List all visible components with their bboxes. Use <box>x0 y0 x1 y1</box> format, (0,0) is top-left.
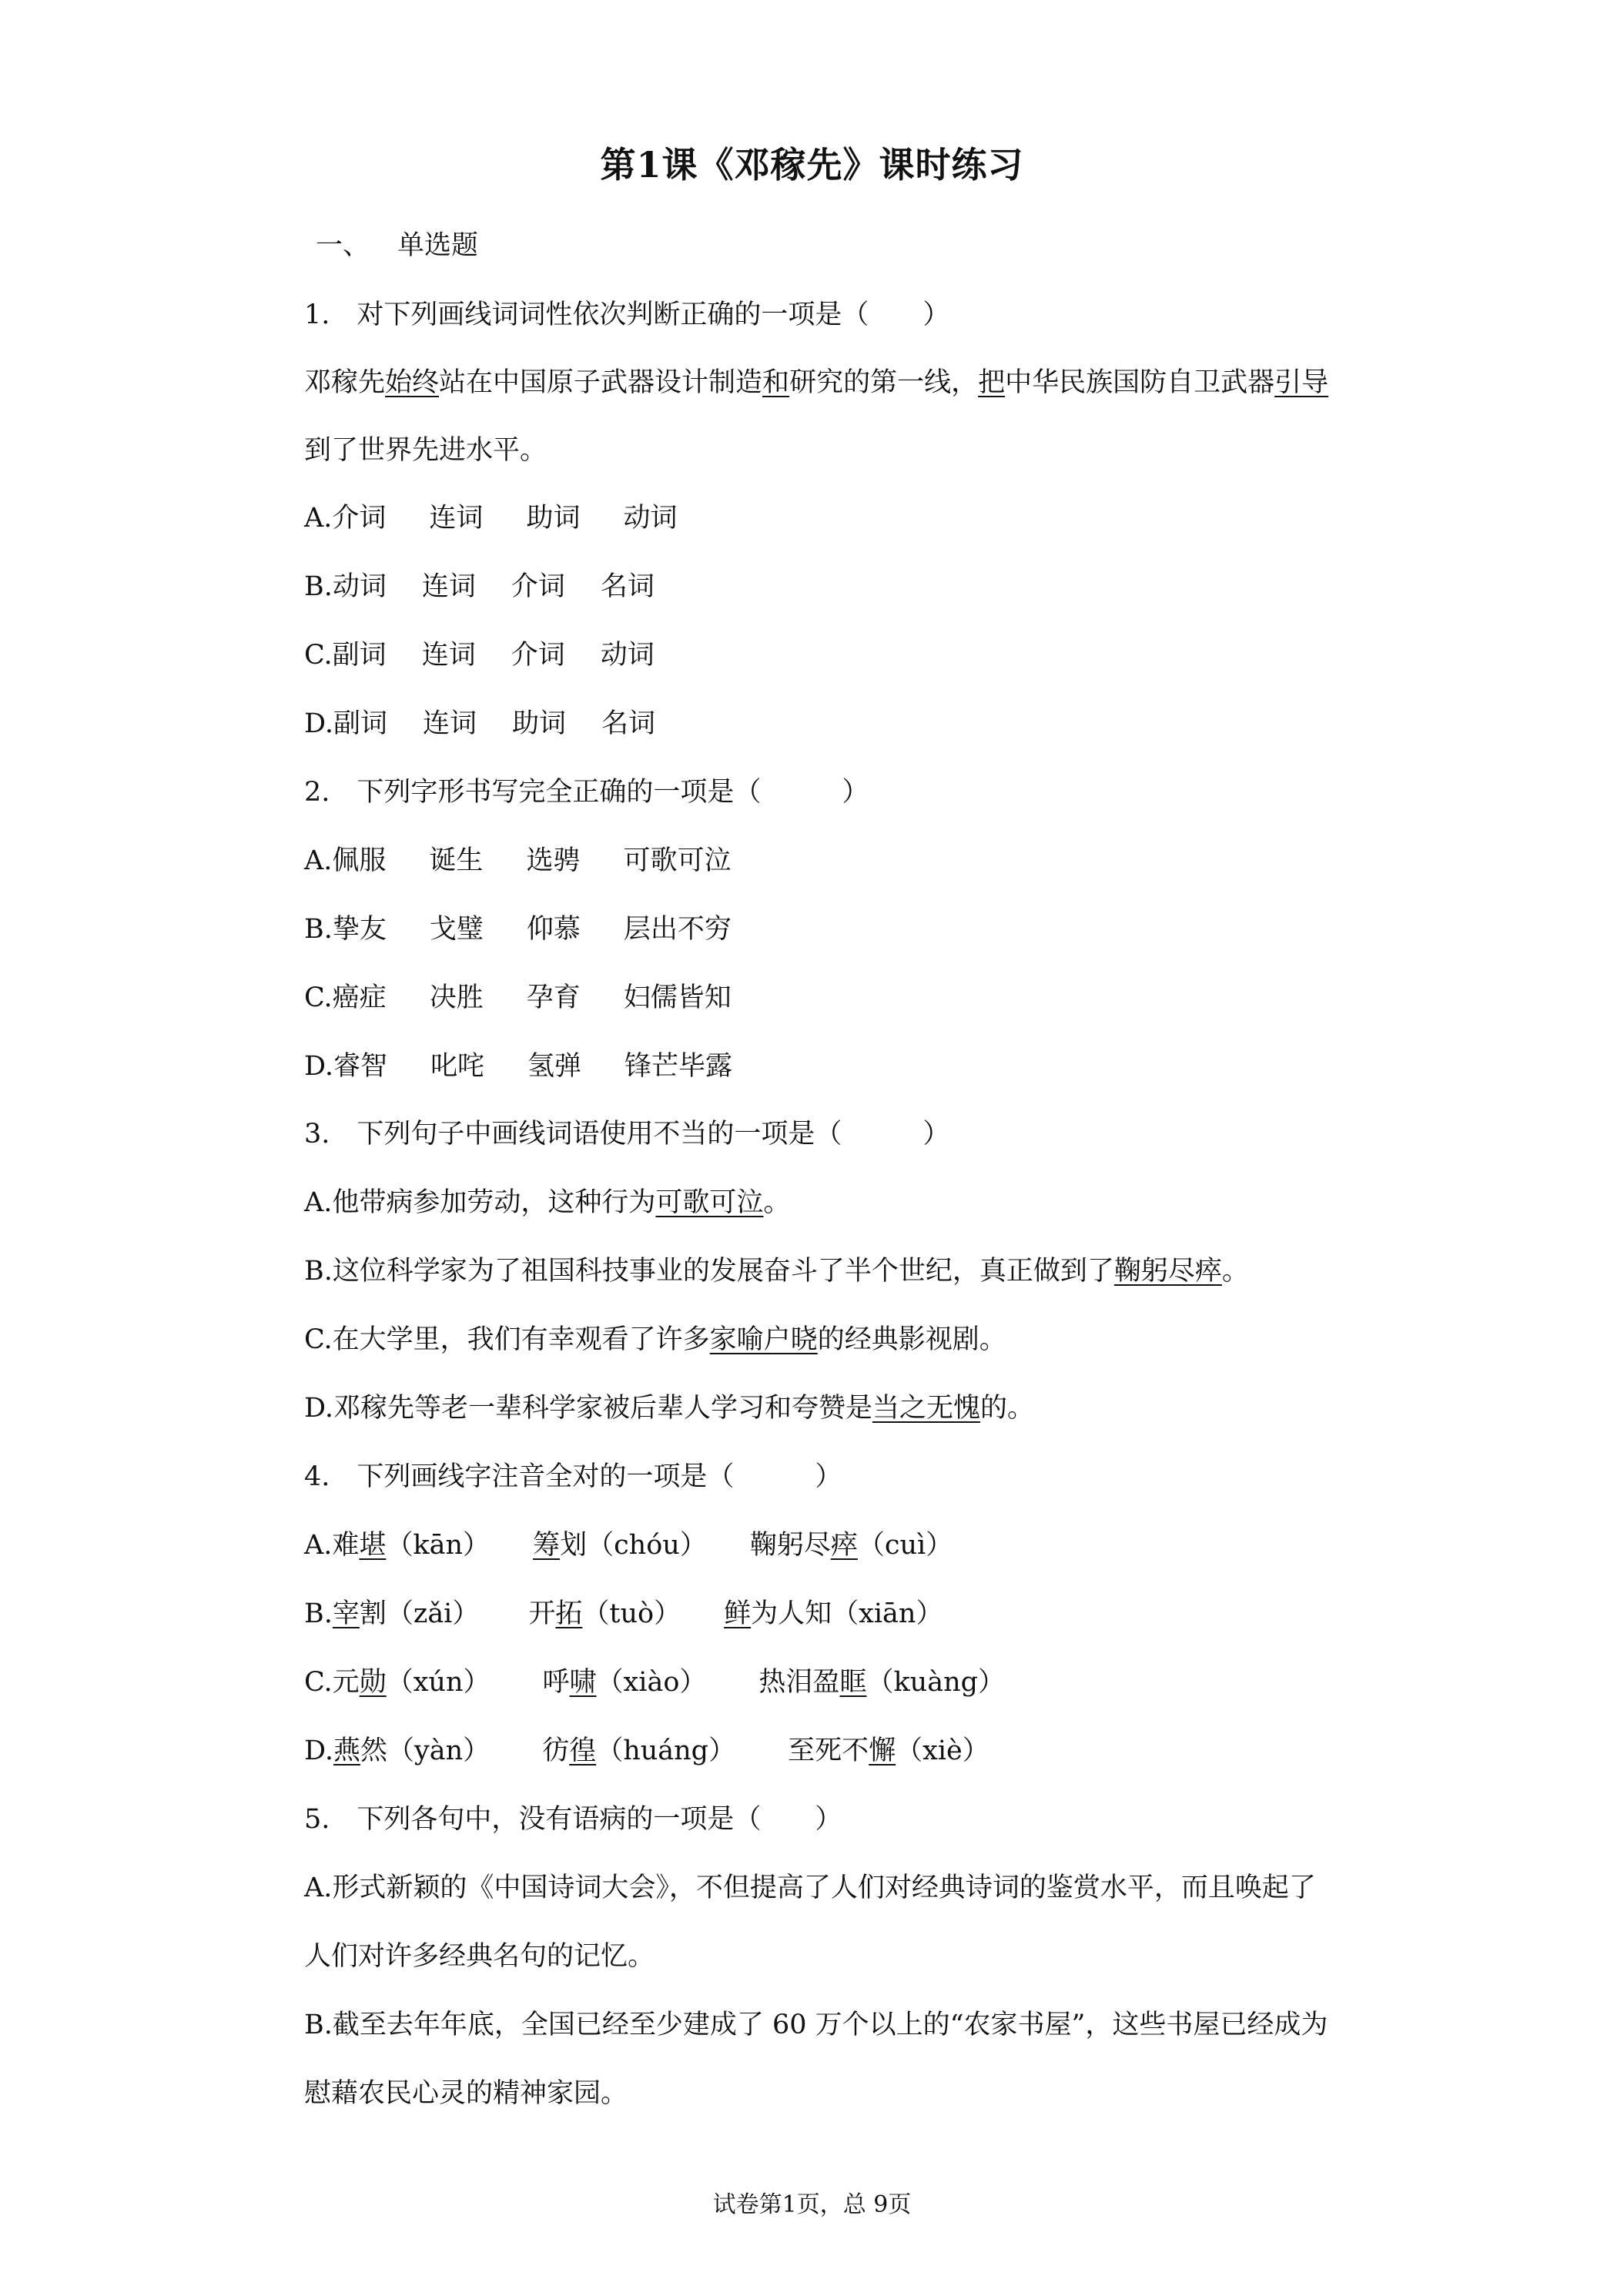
underlined-char: 懈 <box>869 1735 896 1766</box>
option-text: 。 <box>763 1187 791 1218</box>
q1-option-c <box>304 638 655 673</box>
underlined-phrase: 当之无愧 <box>872 1393 980 1424</box>
pinyin: （xiè） <box>896 1735 989 1766</box>
q1-stem: 1. 对下列画线词词性依次判断正确的一项是（ ） <box>304 300 950 330</box>
q2-stem: 2. 下列字形书写完全正确的一项是（ ） <box>304 777 869 808</box>
option-word: 副词 <box>333 708 387 739</box>
pinyin: （kān） <box>386 1530 491 1561</box>
option-word: 动词 <box>623 503 678 534</box>
option-text: 。 <box>1221 1256 1249 1287</box>
q1-underlined-word: 始终 <box>385 367 440 398</box>
q1-text: 邓稼先 <box>304 367 386 398</box>
q1-passage-line1 <box>304 365 1328 400</box>
underlined-char: 徨 <box>569 1735 597 1766</box>
option-word: 介词 <box>332 503 387 534</box>
q2-option-d <box>304 1049 732 1084</box>
q1-option-a <box>304 500 677 536</box>
option-text: D.邓稼先等老一辈科学家被后辈人学习和夸赞是 <box>304 1393 872 1424</box>
section-heading <box>316 228 478 263</box>
option-word: 决胜 <box>429 982 484 1013</box>
option-word: 妇儒皆知 <box>623 982 732 1013</box>
option-word: 连词 <box>429 503 484 534</box>
q4-option-a <box>304 1528 953 1563</box>
option-word: 仰慕 <box>526 914 581 945</box>
option-word: 助词 <box>511 708 566 739</box>
q3-option-d <box>304 1391 1034 1426</box>
pinyin: （xún） <box>386 1667 491 1698</box>
option-word: 助词 <box>526 503 581 534</box>
underlined-char: 宰 <box>332 1598 360 1629</box>
pinyin: （xiào） <box>596 1667 707 1698</box>
q1-text: 研究的第一线， <box>789 367 979 398</box>
pinyin: 割（zǎi） <box>359 1598 480 1629</box>
option-word: 名词 <box>600 571 655 602</box>
option-word: 癌症 <box>332 982 387 1013</box>
underlined-phrase: 可歌可泣 <box>655 1187 764 1218</box>
pinyin: （cuì） <box>857 1530 953 1561</box>
q1-passage-line2: 到了世界先进水平。 <box>304 435 547 466</box>
q2-option-c <box>304 980 732 1016</box>
option-text: 彷 <box>542 1735 570 1766</box>
option-text: C.在大学里，我们有幸观看了许多 <box>304 1324 710 1355</box>
pinyin: 划（chóu） <box>560 1530 707 1561</box>
option-text: B. <box>304 1598 333 1629</box>
q3-option-c <box>304 1322 1006 1357</box>
q2-option-a <box>304 843 731 879</box>
option-text: B.这位科学家为了祖国科技事业的发展奋斗了半个世纪，真正做到了 <box>304 1256 1114 1287</box>
q1-underlined-word: 引导 <box>1274 367 1329 398</box>
underlined-phrase: 家喻户晓 <box>709 1324 818 1355</box>
option-text: 的。 <box>979 1393 1034 1424</box>
option-letter: B. <box>304 571 333 602</box>
underlined-char: 燕 <box>333 1735 360 1766</box>
option-letter: B. <box>304 914 333 945</box>
option-letter: D. <box>304 1051 333 1082</box>
q5-option-b-line2: 慰藉农民心灵的精神家园。 <box>304 2078 628 2109</box>
q4-option-d <box>304 1733 989 1769</box>
option-letter: A. <box>304 503 333 534</box>
option-word: 名词 <box>601 708 656 739</box>
option-word: 介词 <box>511 640 565 671</box>
option-text: 的经典影视剧。 <box>817 1324 1006 1355</box>
option-word: 孕育 <box>526 982 581 1013</box>
pinyin: 为人知（xiān） <box>751 1598 943 1629</box>
page-footer: 试卷第1页，总 9页 <box>712 2191 912 2218</box>
underlined-char: 眶 <box>839 1667 867 1698</box>
q4-stem: 4. 下列画线字注音全对的一项是（ ） <box>304 1461 842 1492</box>
q5-stem: 5. 下列各句中，没有语病的一项是（ ） <box>304 1804 842 1835</box>
option-text: 热泪盈 <box>758 1667 840 1698</box>
underlined-char: 筹 <box>533 1530 561 1561</box>
pinyin: （tuò） <box>582 1598 681 1629</box>
q3-stem: 3. 下列句子中画线词语使用不当的一项是（ ） <box>304 1119 950 1150</box>
q2-option-b <box>304 912 732 947</box>
pinyin: 然（yàn） <box>360 1735 491 1766</box>
option-word: 选骋 <box>526 845 581 876</box>
q1-underlined-word: 和 <box>762 367 790 398</box>
option-letter: D. <box>304 708 333 739</box>
option-word: 可歌可泣 <box>623 845 732 876</box>
option-letter: A. <box>304 845 333 876</box>
option-word: 副词 <box>332 640 387 671</box>
option-word: 连词 <box>422 708 477 739</box>
q5-option-a-line2: 人们对许多经典名句的记忆。 <box>304 1941 655 1972</box>
option-text: 鞠躬尽 <box>749 1530 831 1561</box>
q1-text: 中华民族国防自卫武器 <box>1005 367 1275 398</box>
option-word: 介词 <box>511 571 565 602</box>
option-word: 氢弹 <box>527 1051 581 1082</box>
option-word: 连词 <box>421 571 476 602</box>
option-text: A.难 <box>304 1530 360 1561</box>
option-letter: C. <box>304 640 333 671</box>
option-text: 开 <box>528 1598 556 1629</box>
option-word: 挚友 <box>332 914 387 945</box>
option-word: 动词 <box>600 640 655 671</box>
q1-text: 站在中国原子武器设计制造 <box>439 367 763 398</box>
underlined-char: 瘁 <box>830 1530 858 1561</box>
underlined-char: 拓 <box>555 1598 583 1629</box>
option-word: 睿智 <box>333 1051 387 1082</box>
option-text: C.元 <box>304 1667 360 1698</box>
q3-option-b <box>304 1253 1249 1289</box>
q4-option-b <box>304 1596 943 1632</box>
page-title: 第1课《邓稼先》课时练习 <box>600 144 1024 186</box>
option-word: 叱咤 <box>430 1051 484 1082</box>
pinyin: （huáng） <box>596 1735 736 1766</box>
section-number: 一、 <box>316 230 370 261</box>
q3-option-a <box>304 1185 790 1220</box>
q1-underlined-word: 把 <box>978 367 1006 398</box>
section-label: 单选题 <box>397 230 479 261</box>
option-word: 诞生 <box>429 845 484 876</box>
option-word: 层出不穷 <box>623 914 732 945</box>
q5-option-a-line1: A.形式新颖的《中国诗词大会》，不但提高了人们对经典诗词的鉴赏水平，而且唤起了 <box>304 1873 1316 1903</box>
underlined-char: 勋 <box>359 1667 387 1698</box>
underlined-char: 啸 <box>569 1667 597 1698</box>
option-word: 连词 <box>421 640 476 671</box>
option-word: 戈璧 <box>429 914 484 945</box>
option-text: 至死不 <box>788 1735 869 1766</box>
q1-option-b <box>304 569 655 604</box>
underlined-char: 堪 <box>359 1530 387 1561</box>
option-word: 佩服 <box>332 845 387 876</box>
option-text: D. <box>304 1735 333 1766</box>
option-text: 呼 <box>542 1667 570 1698</box>
option-word: 锋芒毕露 <box>624 1051 733 1082</box>
q5-option-b-line1: B.截至去年年底，全国已经至少建成了 60 万个以上的“农家书屋”，这些书屋已经成为 <box>304 2010 1328 2040</box>
q4-option-c <box>304 1665 1005 1700</box>
underlined-phrase: 鞠躬尽瘁 <box>1113 1256 1222 1287</box>
pinyin: （kuàng） <box>866 1667 1006 1698</box>
option-word: 动词 <box>332 571 387 602</box>
option-letter: C. <box>304 982 333 1013</box>
q1-option-d <box>304 706 655 741</box>
option-text: A.他带病参加劳动，这种行为 <box>304 1187 656 1218</box>
underlined-char: 鲜 <box>724 1598 752 1629</box>
